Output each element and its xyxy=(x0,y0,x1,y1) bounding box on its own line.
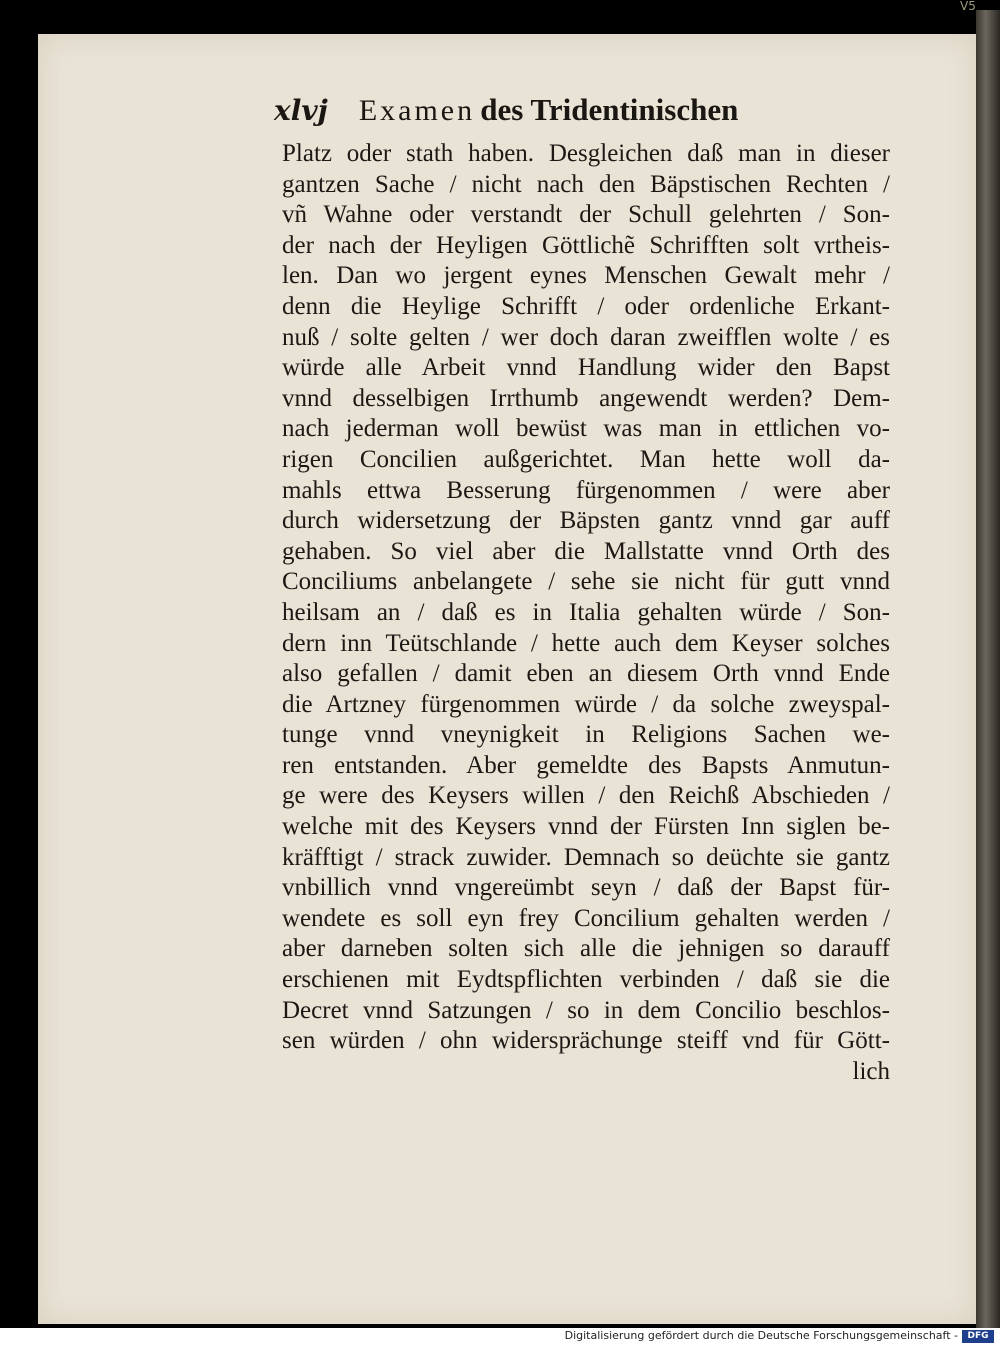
text-line: wendete es soll eyn frey Concilium gehalten werden / xyxy=(282,904,890,932)
text-line: Conciliums anbelangete / sehe sie nicht für gutt vnnd xyxy=(282,568,890,596)
text-line: vñ Wahne oder verstandt der Schull gelehrten / Son- xyxy=(282,201,890,229)
text-line: ren entstanden. Aber gemeldte des Bapsts Anmutun- xyxy=(282,751,890,779)
text-line: gantzen Sache / nicht nach den Bäpstischen Rechten / xyxy=(282,170,890,198)
text-line: erschienen mit Eydtspflichten verbinden / daß sie die xyxy=(282,966,890,994)
text-line: mahls ettwa Besserung fürgenommen / were aber xyxy=(282,476,890,504)
text-line: dern inn Teütschlande / hette auch dem Keyser solches xyxy=(282,629,890,657)
folio-number: xlvj xyxy=(274,94,328,127)
text-line: rigen Concilien außgerichtet. Man hette woll da- xyxy=(282,445,890,473)
text-line: der nach der Heyligen Göttlichẽ Schrifften solt vrtheis- xyxy=(282,231,890,259)
text-line: die Artzney fürgenommen würde / da solche zweyspal- xyxy=(282,690,890,718)
text-line: also gefallen / damit eben an diesem Orth vnnd Ende xyxy=(282,660,890,688)
text-line: aber darneben solten sich alle die jehnigen so darauff xyxy=(282,935,890,963)
text-line: heilsam an / daß es in Italia gehalten würde / Son- xyxy=(282,598,890,626)
funding-credit: Digitalisierung gefördert durch die Deutsche Forschungsgemeinschaft - xyxy=(564,1329,958,1342)
text-line: durch widersetzung der Bäpsten gantz vnnd gar auff xyxy=(282,507,890,535)
text-line: vnbillich vnnd vngereümbt seyn / daß der Bapst für- xyxy=(282,874,890,902)
corner-mark: V5 xyxy=(960,0,976,13)
text-line: denn die Heylige Schrifft / oder ordenliche Erkant- xyxy=(282,292,890,320)
text-line: nuß / solte gelten / wer doch daran zweifflen wolte / es xyxy=(282,323,890,351)
text-line: welche mit des Keysers vnnd der Fürsten Inn siglen be- xyxy=(282,813,890,841)
footer-bar xyxy=(0,1328,1000,1345)
page-edge xyxy=(976,10,1000,1330)
text-line: ge were des Keysers willen / den Reichß Abschieden / xyxy=(282,782,890,810)
body-text xyxy=(282,139,890,1087)
text-line: nach jederman woll bewüst was man in ettlichen vo- xyxy=(282,415,890,443)
text-line: sen würden / ohn widersprächunge steiff vnd für Gött- xyxy=(282,1027,890,1055)
text-line: würde alle Arbeit vnnd Handlung wider den Bapst xyxy=(282,354,890,382)
running-title-caps: Examen xyxy=(358,94,476,127)
text-line: vnnd desselbigen Irrthumb angewendt werden? Dem- xyxy=(282,384,890,412)
text-line: len. Dan wo jergent eynes Menschen Gewalt mehr / xyxy=(282,262,890,290)
running-title-rest: des Tridentinischen xyxy=(480,92,739,127)
running-header xyxy=(274,92,894,136)
dfg-logo: DFG xyxy=(962,1330,994,1343)
text-line: gehaben. So viel aber die Mallstatte vnnd Orth des xyxy=(282,537,890,565)
text-line: kräfftigt / strack zuwider. Demnach so deüchte sie gantz xyxy=(282,843,890,871)
text-line: Platz oder stath haben. Desgleichen daß man in dieser xyxy=(282,140,890,167)
text-line: tunge vnnd vneynigkeit in Religions Sachen we- xyxy=(282,721,890,749)
text-line: Decret vnnd Satzungen / so in dem Concilio beschlos- xyxy=(282,996,890,1024)
catchword: lich xyxy=(852,1057,890,1085)
